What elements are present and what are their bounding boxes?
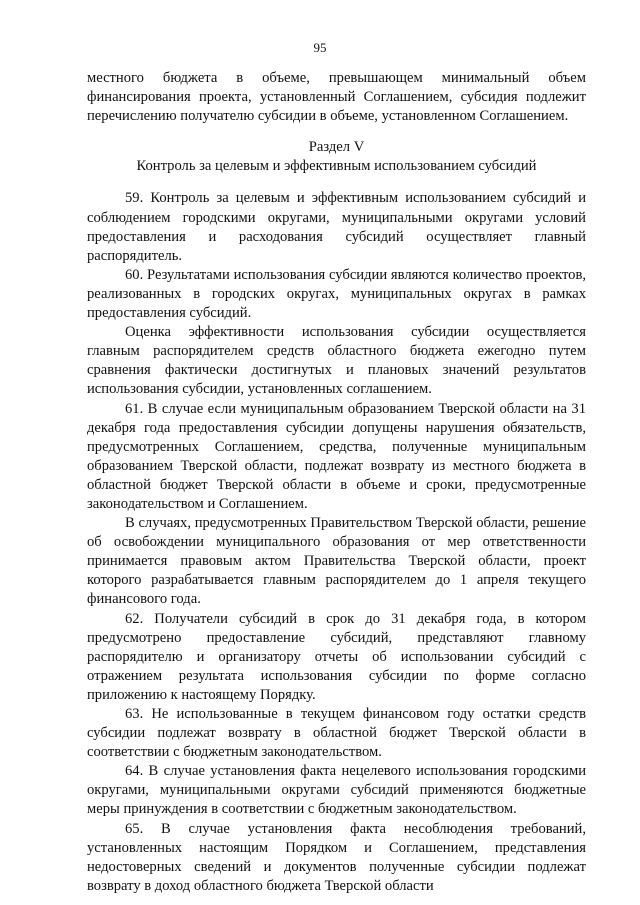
section-heading: Раздел V	[308, 139, 365, 156]
paragraph-64: 64. В случае установления факта нецелевого использования городскими округами, муниципальными округами субсидий применяются бюджетные меры принуждения в соответствии с бюджетным законодательством.	[87, 763, 586, 818]
page-number: 95	[313, 40, 327, 55]
paragraph-61-exemption: В случаях, предусмотренных Правительством Тверской области, решение об освобождении муниципального образования от мер ответственности принимается правовым актом Правительства Тверской области, проект которого разрабатывается главным распорядителем до 1 апреля текущего финансового года.	[87, 515, 586, 608]
opening-paragraph: местного бюджета в объеме, превышающем минимальный объем финансирования проекта, установленный Соглашением, субсидия подлежит перечислению получателю субсидии в объеме, установленном Соглашением.	[87, 70, 586, 125]
section-title: Контроль за целевым и эффективным использованием субсидий	[136, 158, 537, 175]
paragraph-63: 63. Не использованные в текущем финансовом году остатки средств субсидии подлежат возврату в областной бюджет Тверской области в соответствии с бюджетным законодательством.	[87, 706, 586, 761]
paragraph-65: 65. В случае установления факта несоблюдения требований, установленных настоящим Порядком и Соглашением, представления недостоверных сведений и документов полученные субсидии подлежат возврату в доход областного бюджета Тверской области	[87, 820, 586, 894]
paragraph-60-evaluation: Оценка эффективности использования субсидии осуществляется главным распорядителем средств областного бюджета ежегодно путем сравнения фактически достигнутых и плановых значений результатов использования субсидии, установленных соглашением.	[87, 324, 586, 398]
paragraph-62: 62. Получатели субсидий в срок до 31 декабря года, в котором предусмотрено предоставление субсидий, представляют главному распорядителю и организатору отчеты об использовании субсидий с отражением результата использования субсидии по форме согласно приложению к настоящему Порядку.	[87, 610, 586, 703]
paragraph-60: 60. Результатами использования субсидии являются количество проектов, реализованных в городских округах, муниципальных округах в рамках предоставления субсидий.	[87, 266, 586, 322]
paragraph-61: 61. В случае если муниципальным образованием Тверской области на 31 декабря года предоставления субсидии допущены нарушения обязательств, предусмотренных Соглашением, средства, полученные муниципальным образованием Тверской области, подлежат возврату из местного бюджета в областной бюджет Тверской области в объеме и сроки, предусмотренные законодательством и Соглашением.	[87, 400, 586, 512]
document-body	[87, 69, 586, 896]
paragraph-59: 59. Контроль за целевым и эффективным использованием субсидий и соблюдением городскими округами, муниципальными округами условий предоставления и расходования субсидий осуществляет главный распорядитель.	[87, 190, 586, 264]
